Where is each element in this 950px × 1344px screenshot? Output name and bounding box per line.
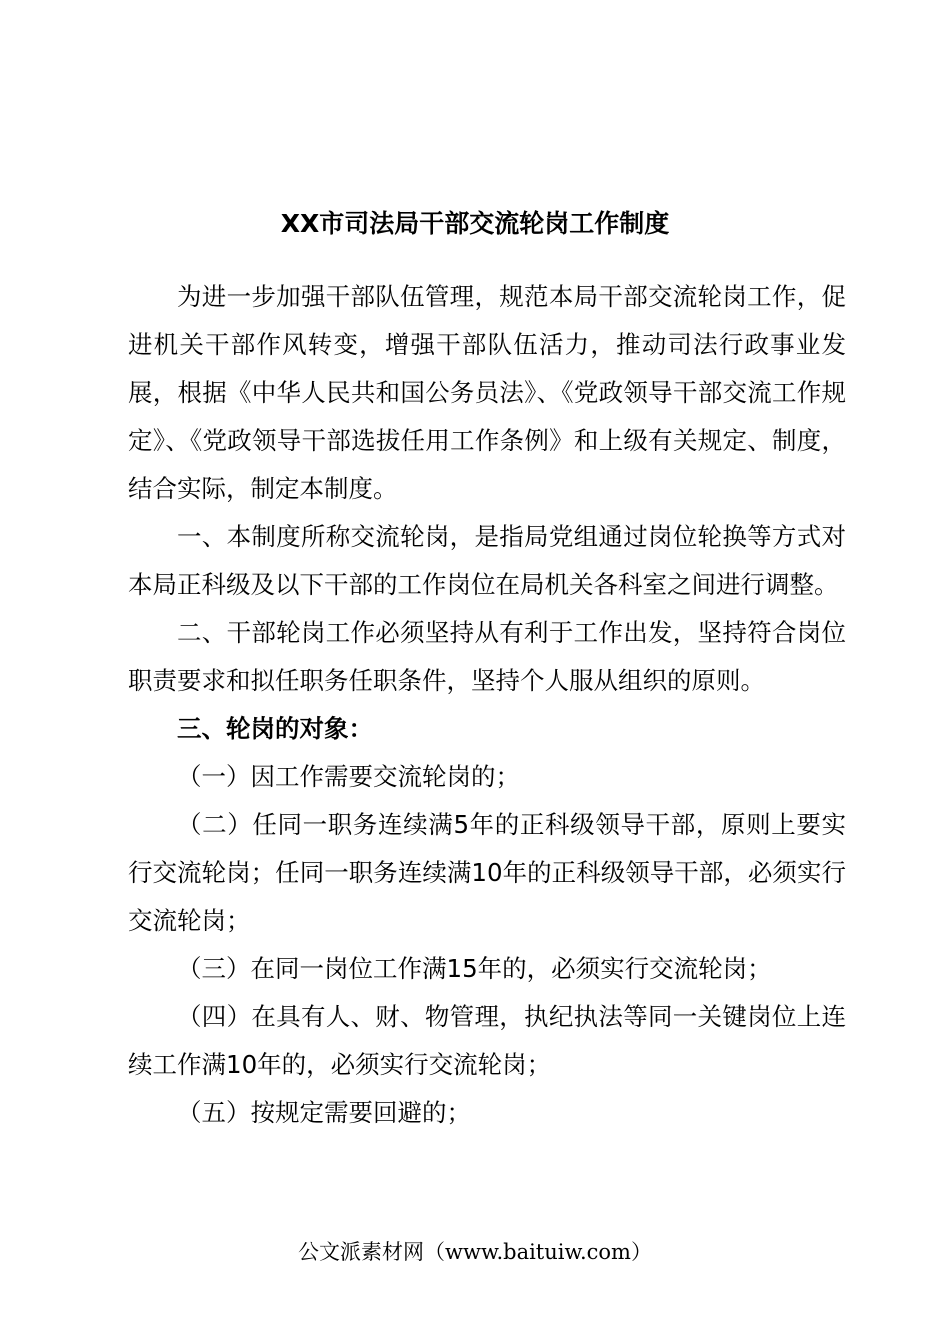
document-title: XX市司法局干部交流轮岗工作制度: [280, 209, 670, 238]
article-three-heading: 三、轮岗的对象：: [177, 714, 373, 743]
preamble-paragraph: 为进一步加强干部队伍管理，规范本局干部交流轮岗工作，促进机关干部作风转变，增强干部队伍活力，推动司法行政事业发展，根据《中华人民共和国公务员法》、《党政领导干部交流工作规定》、《党政领导干部选拔任用工作条例》和上级有关规定、制度，结合实际，制定本制度。: [128, 282, 846, 503]
list-item-2: （二）任同一职务连续满5年的正科级领导干部，原则上要实行交流轮岗；任同一职务连续满10年的正科级领导干部，必须实行交流轮岗；: [128, 810, 846, 935]
list-item-5: （五）按规定需要回避的；: [177, 1098, 471, 1127]
list-item-3: （三）在同一岗位工作满15年的，必须实行交流轮岗；: [177, 954, 772, 983]
article-two-paragraph: 二、干部轮岗工作必须坚持从有利于工作出发，坚持符合岗位职责要求和拟任职务任职条件，坚持个人服从组织的原则。: [128, 618, 846, 695]
footer-watermark: 公文派素材网（www.baituiw.com）: [298, 1240, 652, 1264]
document-body: [128, 273, 846, 1137]
list-item-4: （四）在具有人、财、物管理，执纪执法等同一关键岗位上连续工作满10年的，必须实行交流轮岗；: [128, 1002, 846, 1079]
article-one-paragraph: 一、本制度所称交流轮岗，是指局党组通过岗位轮换等方式对本局正科级及以下干部的工作岗位在局机关各科室之间进行调整。: [128, 522, 846, 599]
list-item-1: （一）因工作需要交流轮岗的；: [177, 762, 520, 791]
